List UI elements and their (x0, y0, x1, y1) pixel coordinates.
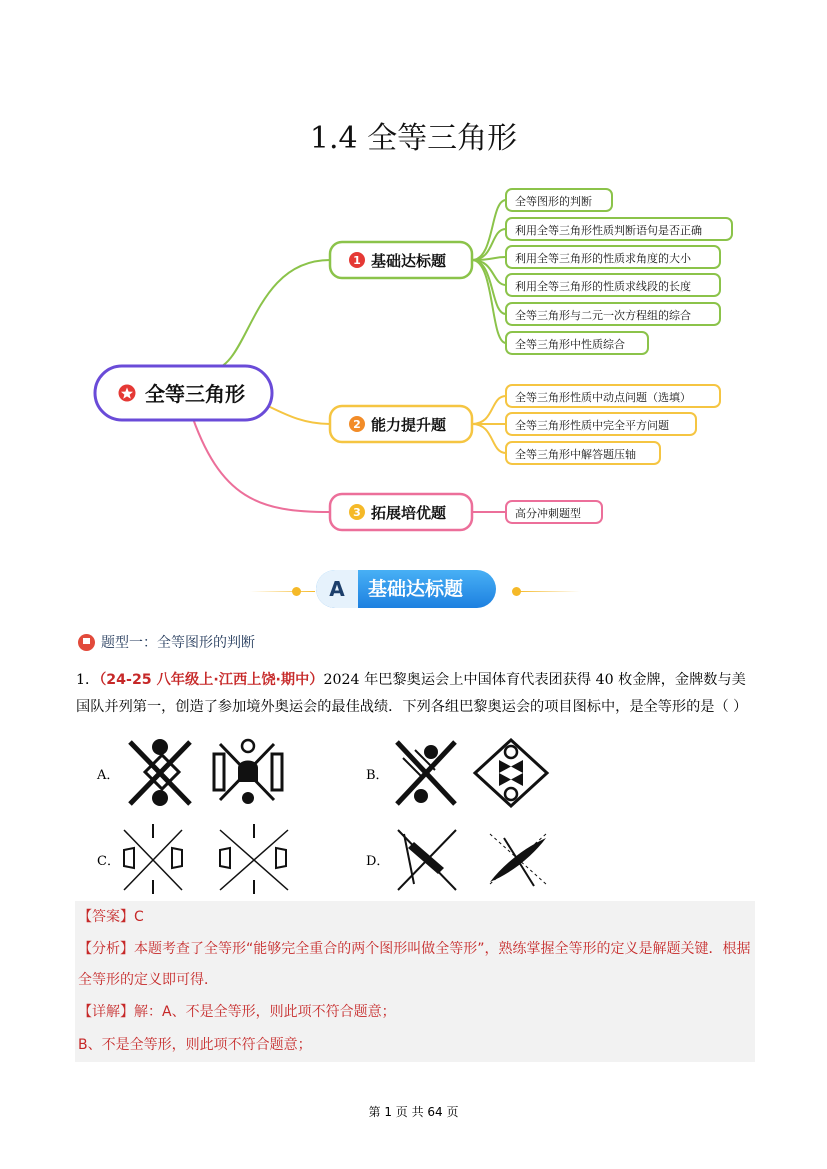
mindmap-root (95, 366, 272, 420)
mindmap-item: 利用全等三角形性质判断语句是否正确 (515, 224, 702, 237)
page-footer: 第 1 页 共 64 页 (368, 1105, 459, 1119)
swimming-pictogram-icon (475, 740, 547, 806)
svg-text:1: 1 (353, 254, 361, 267)
fencing-pictogram-icon-2 (220, 824, 288, 894)
canoe-pictogram-icon (490, 834, 546, 886)
detail-line-b: B、不是全等形，则此项不符合题意； (78, 1037, 312, 1053)
branch-advanced-items (506, 385, 720, 464)
question-text (76, 667, 756, 721)
mindmap-item: 全等三角形中性质综合 (515, 338, 625, 351)
mindmap-item: 高分冲刺题型 (515, 507, 581, 520)
option-b-pictograms (393, 738, 553, 808)
question-source: （24-25 八年级上·江西上饶·期中） (99, 672, 324, 688)
shooting-pictogram-icon (130, 739, 190, 806)
section-banner (250, 565, 580, 611)
branch-basic-items (506, 189, 732, 354)
branch-label: 基础达标题 (371, 252, 447, 270)
answer-section (75, 901, 755, 1062)
mindmap-item: 全等三角形中解答题压轴 (515, 448, 636, 461)
option-b-label: B． (366, 768, 389, 783)
option-a-label: A． (97, 768, 120, 783)
mindmap-item: 全等图形的判断 (515, 195, 592, 208)
answer-line: 【答案】C (78, 909, 144, 925)
rowing-pictogram-icon (398, 830, 456, 890)
flag-icon (78, 634, 95, 651)
question-number: 1． (76, 672, 100, 688)
mindmap-item: 全等三角形性质中完全平方问题 (515, 419, 669, 432)
fencing-pictogram-icon (124, 824, 182, 894)
mindmap-item: 全等三角形与二元一次方程组的综合 (515, 309, 691, 322)
option-c-pictograms (120, 824, 295, 894)
mindmap-item: 全等三角形性质中动点问题（选填） (515, 391, 691, 404)
svg-text:3: 3 (353, 506, 361, 519)
question-type (78, 632, 255, 652)
question-body: 2024 年巴黎奥运会上中国体育代表团获得 40 枚金牌，金牌数与美国队并列第一，创造了参加境外奥运会的最佳战绩．下列各组巴黎奥运会的项目图标中，是全等形的是（ ） (76, 672, 748, 715)
option-a-pictograms (124, 738, 296, 808)
option-d-pictograms (394, 824, 554, 894)
mindmap-item: 利用全等三角形的性质求角度的大小 (515, 252, 691, 265)
section-letter: A (316, 570, 358, 608)
boxing-pictogram-icon (214, 740, 282, 804)
branch-advanced (330, 406, 472, 442)
analysis-line: 【分析】本题考查了全等形“能够完全重合的两个图形叫做全等形”，熟练掌握全等形的定义是解题关键．根据全等形的定义即可得． (78, 941, 751, 988)
connector-branch-3 (190, 410, 330, 512)
branch-extension (330, 494, 472, 530)
option-d-label: D． (366, 854, 390, 869)
mind-map (0, 170, 827, 550)
root-label: 全等三角形 (145, 382, 245, 406)
mindmap-item: 利用全等三角形的性质求线段的长度 (515, 280, 691, 293)
question-type-label: 题型一：全等图形的判断 (101, 635, 255, 651)
diving-pictogram-icon (397, 742, 455, 804)
connector-branch-1 (210, 260, 330, 370)
section-title: 基础达标题 (368, 578, 464, 600)
page-title: 1.4 全等三角形 (309, 121, 518, 156)
branch-label: 拓展培优题 (371, 504, 447, 522)
branch-extension-items (506, 501, 602, 523)
option-c-label: C． (97, 854, 120, 869)
branch-label: 能力提升题 (371, 416, 447, 434)
detail-line: 【详解】解：A、不是全等形，则此项不符合题意； (78, 1004, 396, 1020)
branch-basic (330, 242, 472, 278)
svg-text:2: 2 (353, 418, 361, 431)
